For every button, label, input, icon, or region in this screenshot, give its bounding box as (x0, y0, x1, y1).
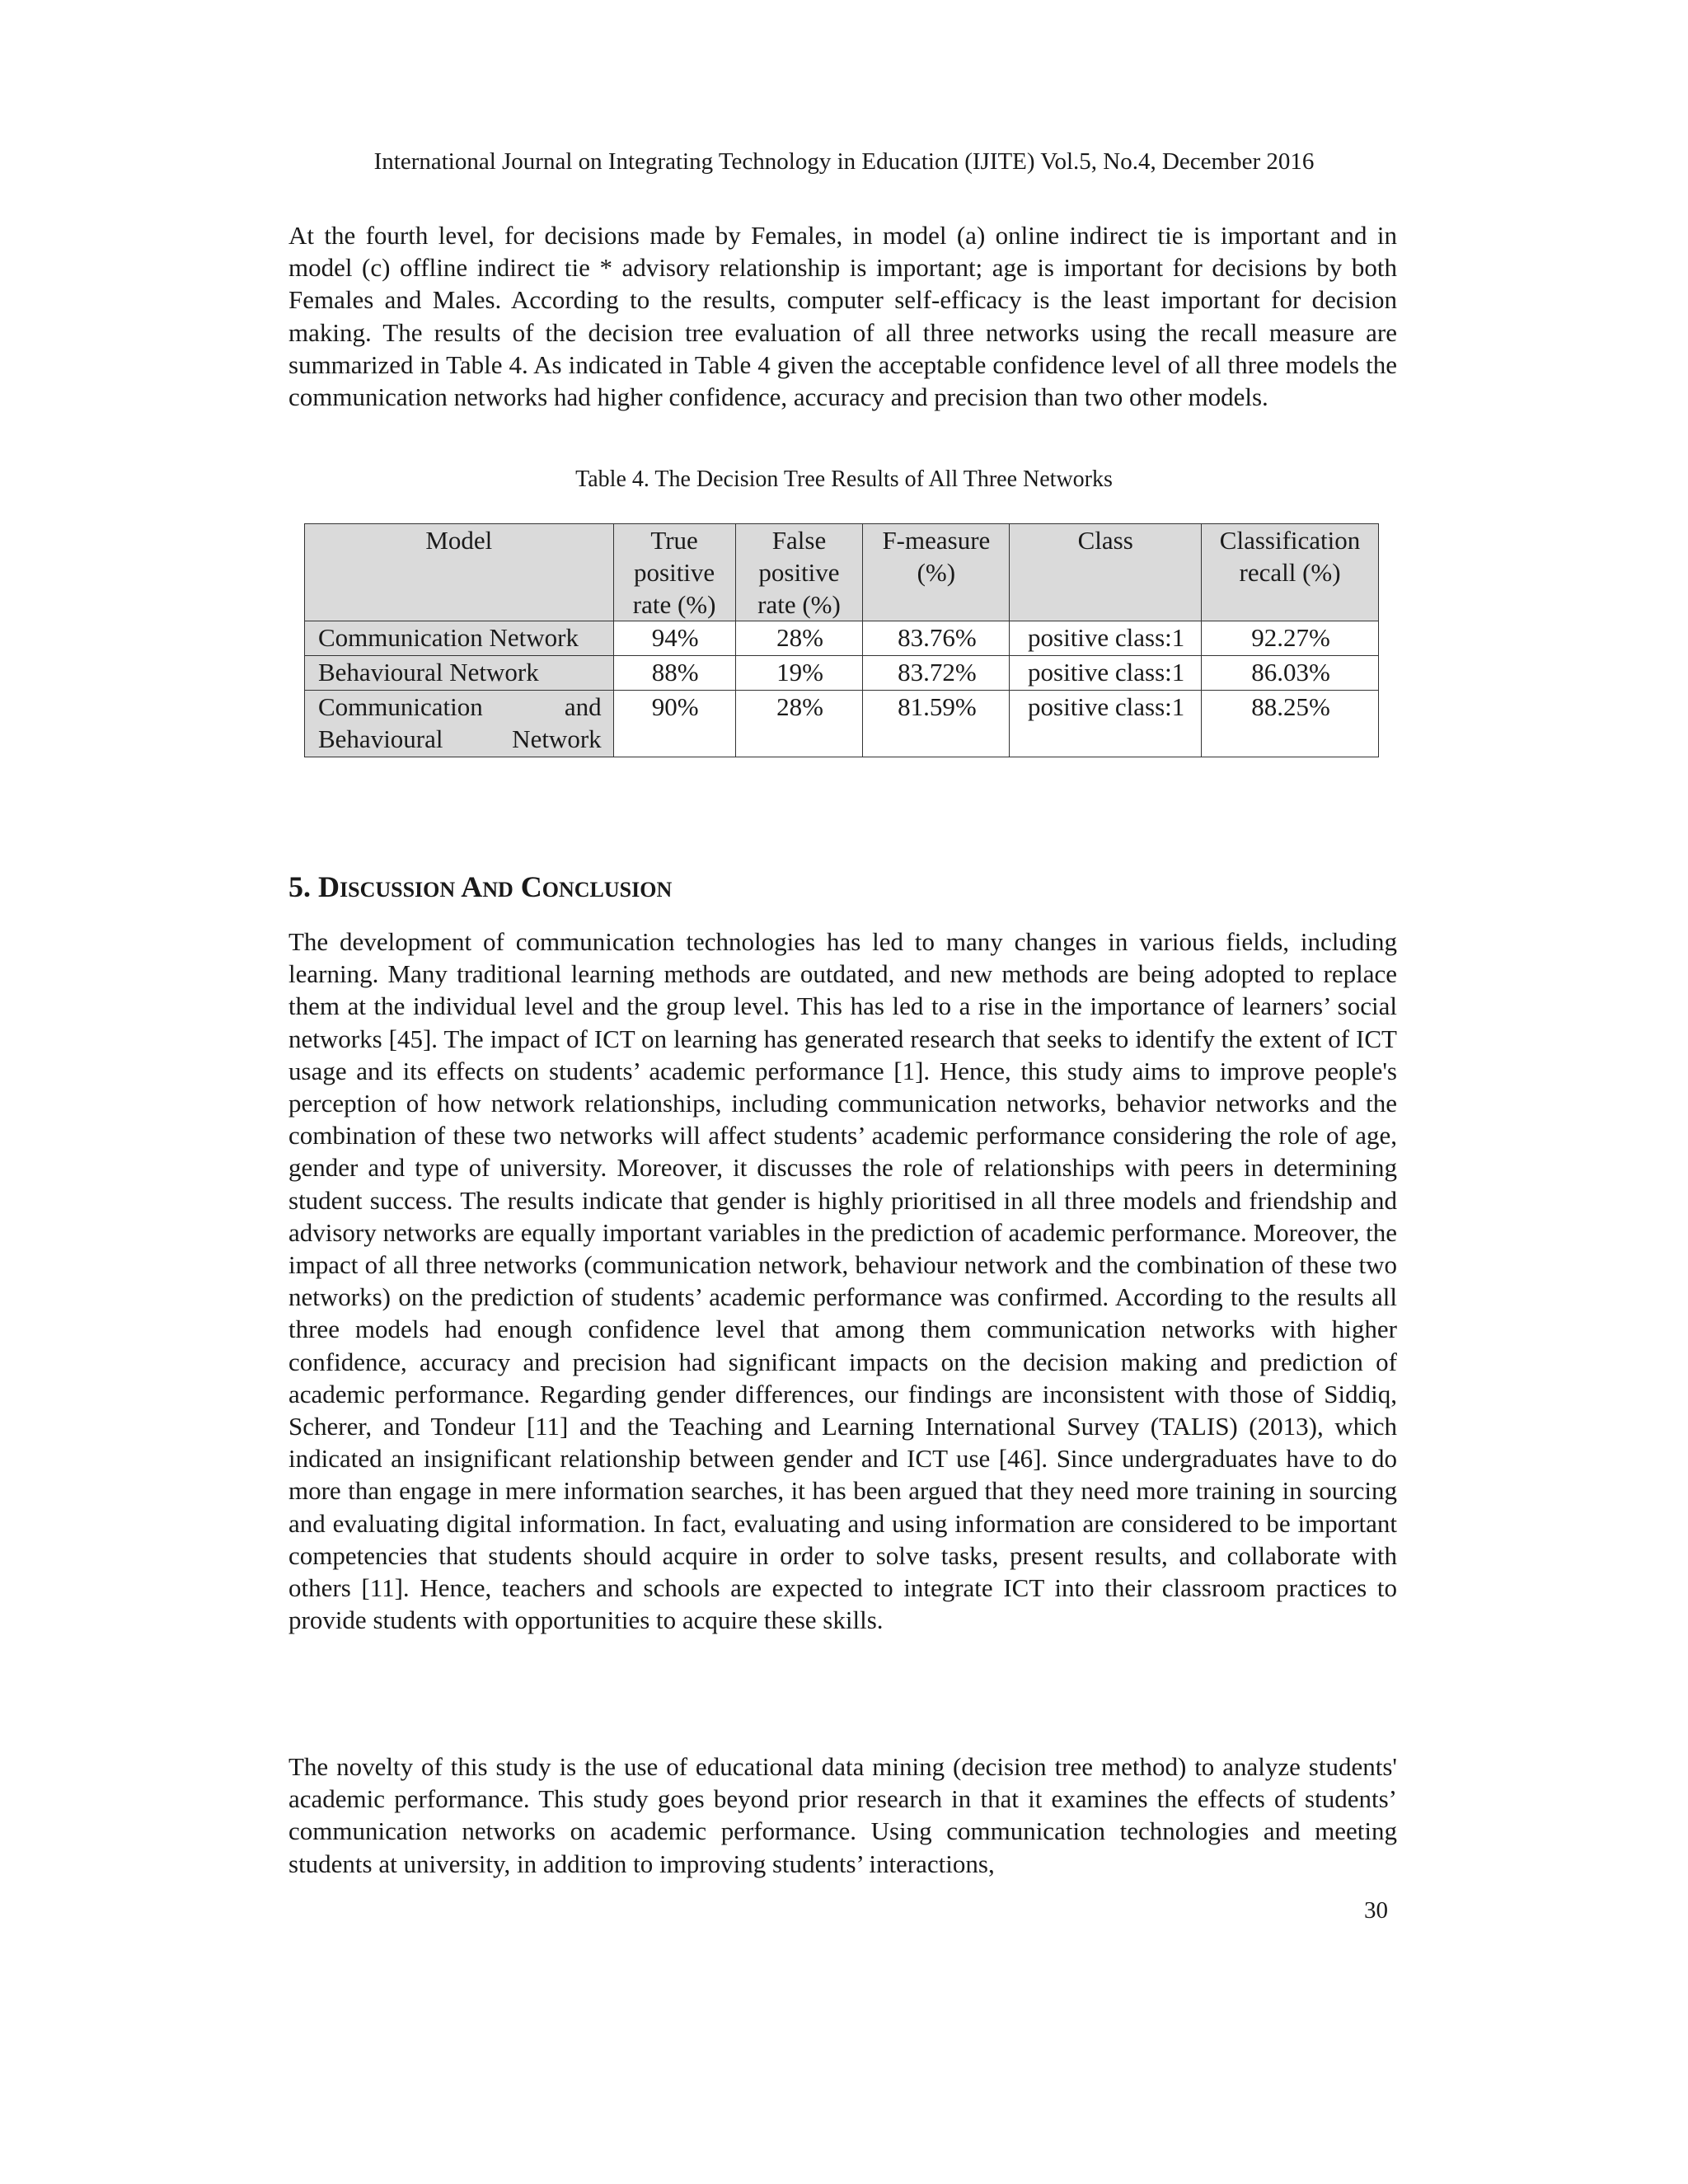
table-row (305, 691, 1379, 757)
cell-class: positive class:1 (1010, 691, 1202, 757)
cell-tpr: 94% (613, 621, 735, 656)
cell-model: Communication Network (305, 621, 614, 656)
cell-recall: 88.25% (1202, 691, 1379, 757)
cell-fpr: 19% (735, 656, 863, 691)
table-header-row (305, 524, 1379, 621)
cell-fpr: 28% (735, 621, 863, 656)
table-row (305, 656, 1379, 691)
header-recall: Classification recall (%) (1202, 524, 1379, 621)
cell-class: positive class:1 (1010, 656, 1202, 691)
running-header: International Journal on Integrating Technology in Education (IJITE) Vol.5, No.4, December 2016 (373, 148, 1315, 175)
cell-model: Behavioural Network (305, 656, 614, 691)
paragraph-intro: At the fourth level, for decisions made by Females, in model (a) online indirect tie is important and in model (c) offline indirect tie * advisory relationship is important; age is important for decisions by both Females and Males. According to the results, computer self-efficacy is the least important for decision making. The results of the decision tree evaluation of all three networks using the recall measure are summarized in Table 4. As indicated in Table 4 given the acceptable confidence level of all three models the communication networks had higher confidence, accuracy and precision than two other models. (288, 221, 1397, 412)
header-fmeasure: F-measure (%) (863, 524, 1010, 621)
table-row (305, 621, 1379, 656)
cell-fpr: 28% (735, 691, 863, 757)
cell-recall: 86.03% (1202, 656, 1379, 691)
section-title: DISCUSSION AND CONCLUSION (318, 870, 673, 903)
cell-fmeasure: 81.59% (863, 691, 1010, 757)
cell-model: Communication and Behavioural Network (305, 691, 614, 757)
header-model: Model (305, 524, 614, 621)
header-class: Class (1010, 524, 1202, 621)
header-fpr: False positive rate (%) (735, 524, 863, 621)
paragraph-discussion: The development of communication technologies has led to many changes in various fields, including learning. Many traditional learning methods are outdated, and new methods are being adopted to replace them at the individual level and the group level. This has led to a rise in the importance of learners’ social networks [45]. The impact of ICT on learning has generated research that seeks to identify the extent of ICT usage and its effects on students’ academic performance [1]. Hence, this study aims to improve people's perception of how network relationships, including communication networks, behavior networks and the combination of these two networks will affect students’ academic performance considering the role of age, gender and type of university. Moreover, it discusses the role of relationships with peers in determining student success. The results indicate that gender is highly prioritised in all three models and friendship and advisory networks are equally important variables in the prediction of academic performance. Moreover, the impact of all three networks (communication network, behaviour network and the combination of these two networks) on the prediction of students’ academic performance was confirmed. According to the results all three models had enough confidence level that among them communication networks with higher confidence, accuracy and precision had significant impacts on the decision making and prediction of academic performance. Regarding gender differences, our findings are inconsistent with those of Siddiq, Scherer, and Tondeur [11] and the Teaching and Learning International Survey (TALIS) (2013), which indicated an insignificant relationship between gender and ICT use [46]. Since undergraduates have to do more than engage in mere information searches, it has been argued that they need more training in sourcing and evaluating digital information. In fact, evaluating and using information are considered to be important competencies that students should acquire in order to solve tasks, present results, and collaborate with others [11]. Hence, teachers and schools are expected to integrate ICT into their classroom practices to provide students with opportunities to acquire these skills. (288, 927, 1397, 1635)
cell-recall: 92.27% (1202, 621, 1379, 656)
table-caption: Table 4. The Decision Tree Results of All Three Networks (575, 466, 1113, 492)
page-number: 30 (1364, 1897, 1388, 1924)
cell-fmeasure: 83.72% (863, 656, 1010, 691)
paragraph-novelty: The novelty of this study is the use of educational data mining (decision tree method) to analyze students' academic performance. This study goes beyond prior research in that it examines the effects of students’ communication networks on academic performance. Using communication technologies and meeting students at university, in addition to improving students’ interactions, (288, 1752, 1397, 1878)
cell-class: positive class:1 (1010, 621, 1202, 656)
section-number: 5. (288, 870, 311, 903)
cell-tpr: 88% (613, 656, 735, 691)
results-table (304, 523, 1379, 757)
cell-fmeasure: 83.76% (863, 621, 1010, 656)
cell-tpr: 90% (613, 691, 735, 757)
section-heading (288, 869, 672, 904)
header-tpr: True positive rate (%) (613, 524, 735, 621)
